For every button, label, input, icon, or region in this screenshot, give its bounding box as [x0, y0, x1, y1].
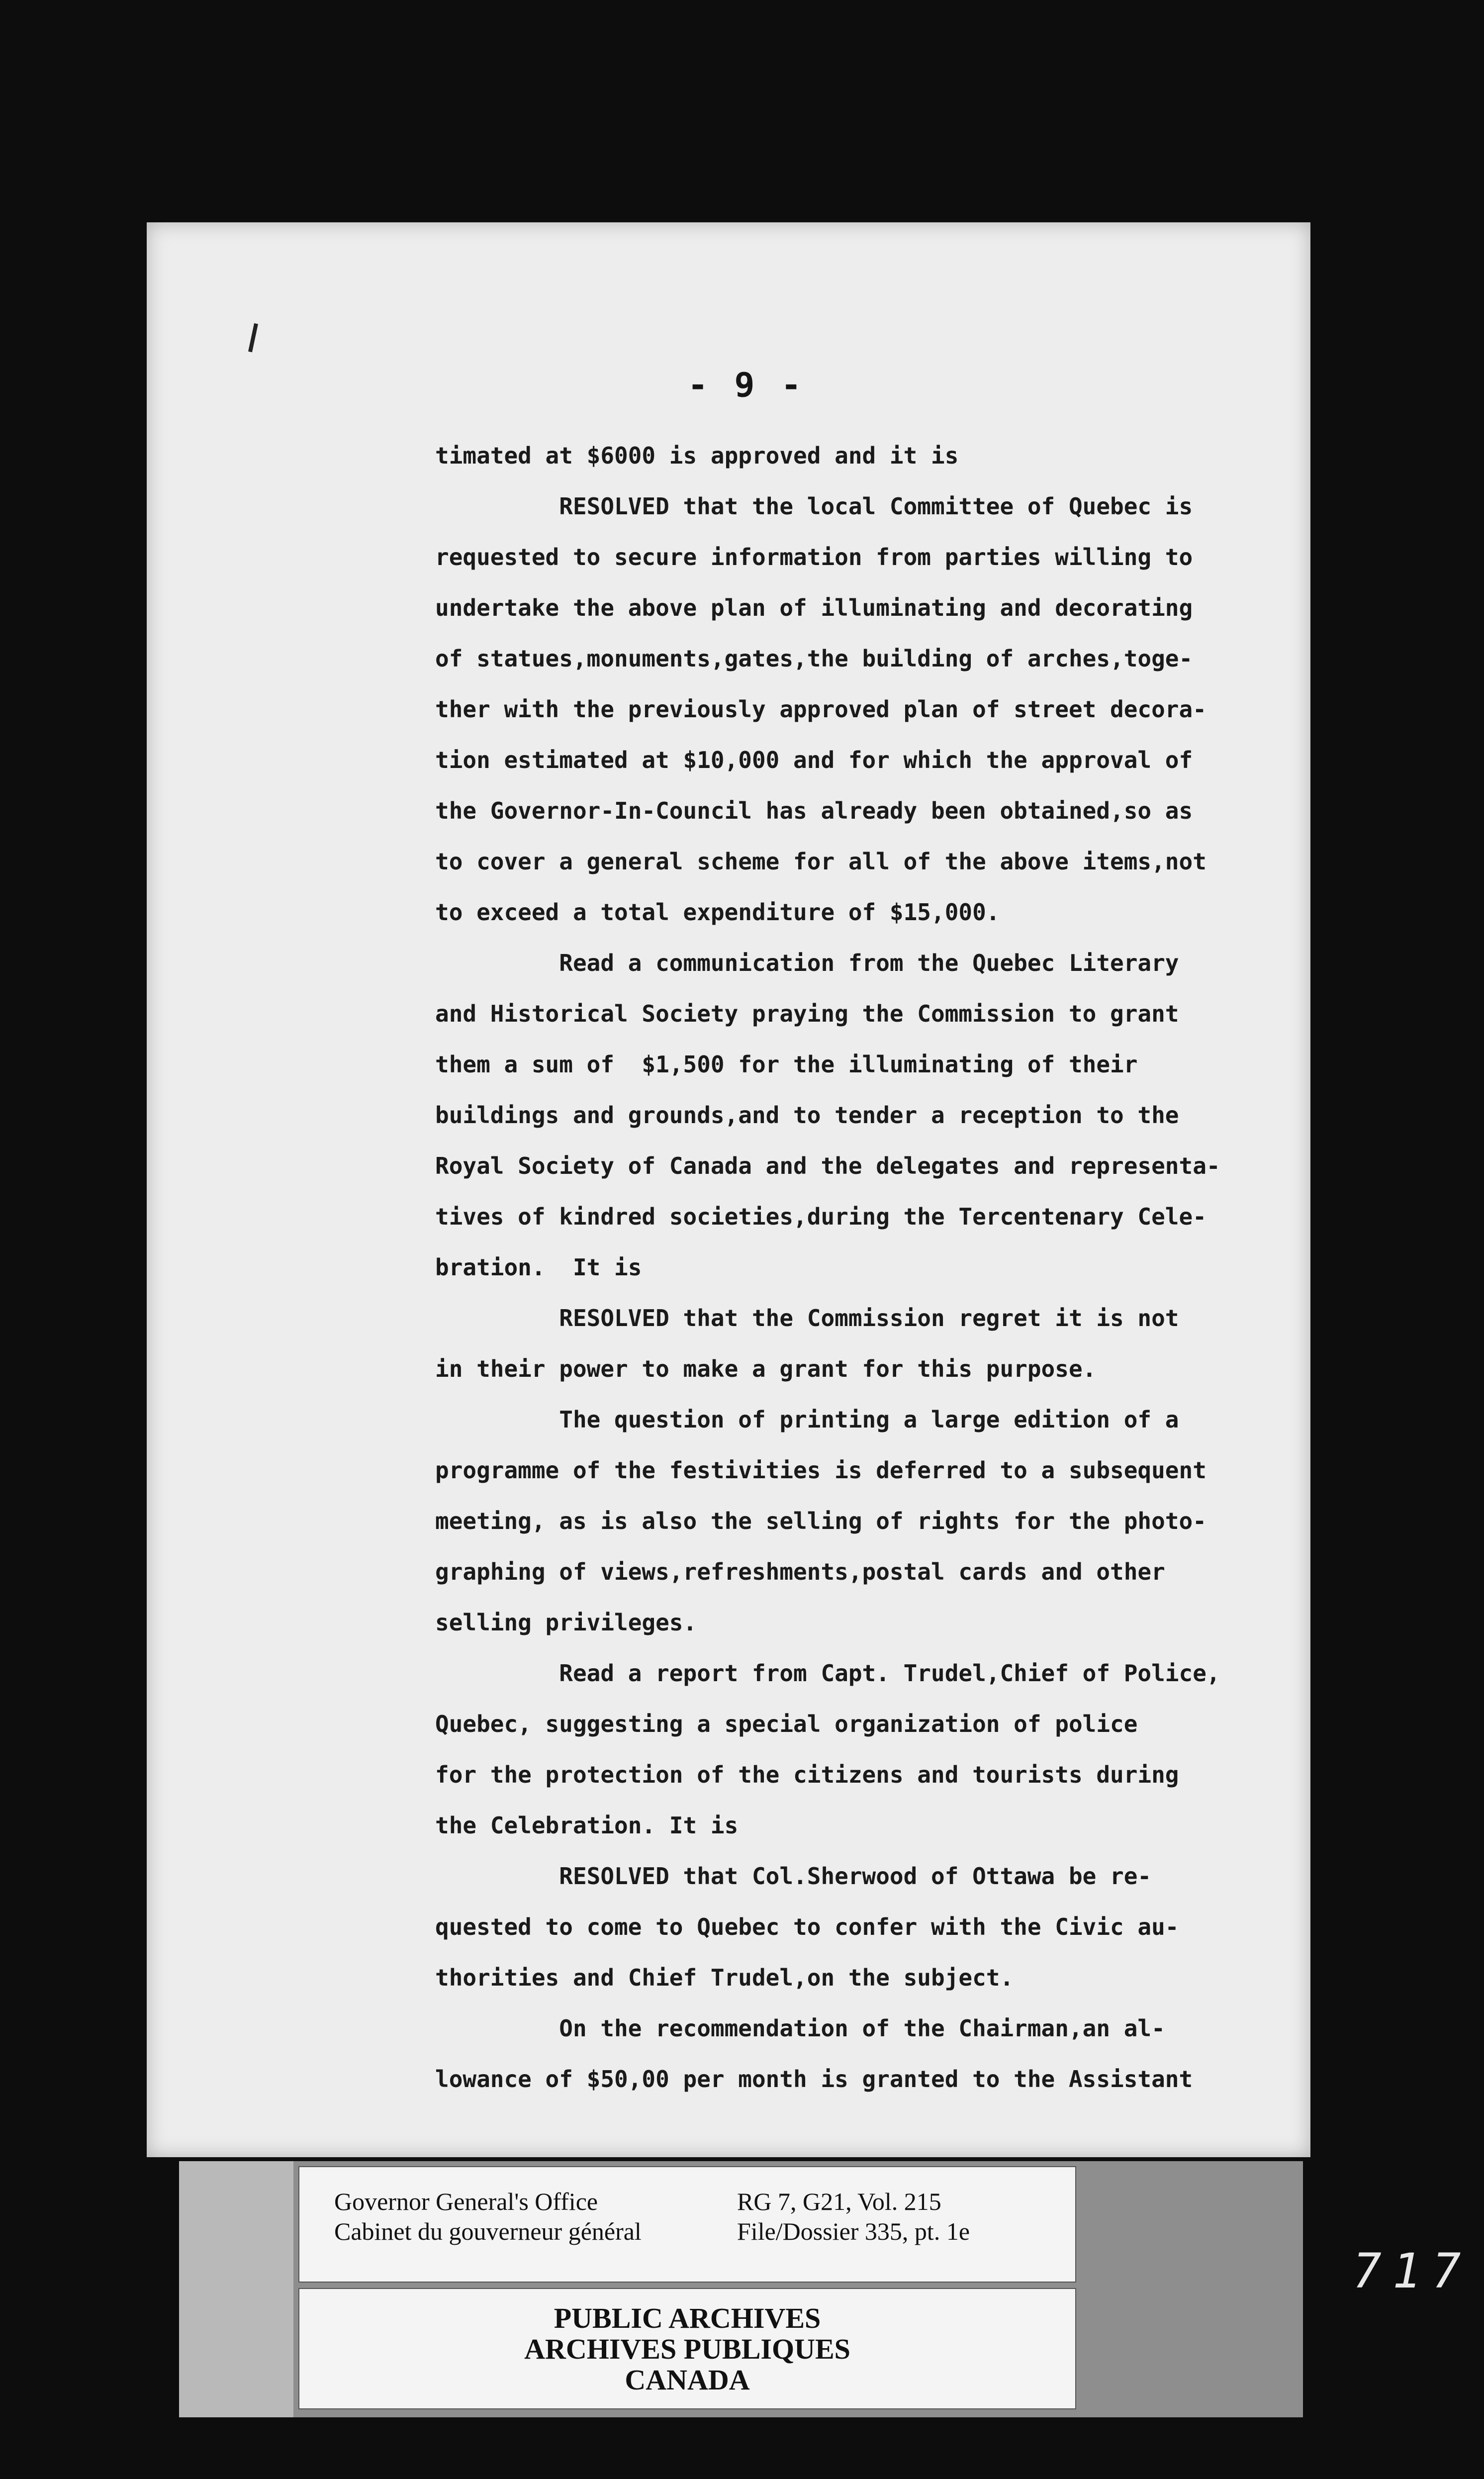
text-line: tion estimated at $10,000 and for which the approval of	[435, 747, 1193, 773]
text-line: meeting, as is also the selling of rights for the photo-	[435, 1508, 1206, 1534]
archive-footer	[179, 2161, 1303, 2417]
text-line: the Celebration. It is	[435, 1812, 739, 1839]
text-line: RESOLVED that Col.Sherwood of Ottawa be re-	[435, 1863, 1152, 1890]
text-line: requested to secure information from parties willing to	[435, 544, 1193, 571]
text-line: RESOLVED that the Commission regret it is not	[435, 1305, 1179, 1332]
text-line: to cover a general scheme for all of the above items,not	[435, 848, 1206, 875]
text-line: programme of the festivities is deferred to a subsequent	[435, 1457, 1206, 1484]
office-english: Governor General's Office	[334, 2188, 598, 2215]
text-line: them a sum of $1,500 for the illuminating of their	[435, 1051, 1138, 1078]
text-line: selling privileges.	[435, 1609, 697, 1636]
archive-reference-label	[298, 2166, 1076, 2283]
text-line: undertake the above plan of illuminating and decorating	[435, 594, 1193, 621]
text-line: Quebec, suggesting a special organization of police	[435, 1711, 1138, 1737]
archives-stamp	[298, 2288, 1076, 2409]
text-line: Royal Society of Canada and the delegates and representa-	[435, 1152, 1220, 1179]
text-line: and Historical Society praying the Commission to grant	[435, 1000, 1179, 1027]
office-french: Cabinet du gouverneur général	[334, 2217, 642, 2245]
text-line: the Governor-In-Council has already been obtained,so as	[435, 797, 1193, 824]
text-line: thorities and Chief Trudel,on the subject.	[435, 1964, 1014, 1991]
text-line: lowance of $50,00 per month is granted to the Assistant	[435, 2066, 1193, 2093]
text-line: for the protection of the citizens and tourists during	[435, 1761, 1179, 1788]
archives-english: PUBLIC ARCHIVES	[554, 2302, 821, 2334]
text-line: RESOLVED that the local Committee of Quebec is	[435, 493, 1193, 520]
text-line: tives of kindred societies,during the Tercentenary Cele-	[435, 1203, 1206, 1230]
page-number: - 9 -	[687, 366, 805, 405]
record-group-reference: RG 7, G21, Vol. 215	[737, 2188, 941, 2215]
text-line: The question of printing a large edition of a	[435, 1406, 1179, 1433]
text-line: quested to come to Quebec to confer with the Civic au-	[435, 1913, 1179, 1940]
text-line: bration. It is	[435, 1254, 642, 1281]
text-line: Read a communication from the Quebec Literary	[435, 950, 1179, 976]
text-line: of statues,monuments,gates,the building of arches,toge-	[435, 645, 1193, 672]
text-line: buildings and grounds,and to tender a reception to the	[435, 1102, 1179, 1129]
text-line: graphing of views,refreshments,postal cards and other	[435, 1558, 1165, 1585]
text-line: timated at $6000 is approved and it is	[435, 442, 959, 469]
text-line: in their power to make a grant for this purpose.	[435, 1355, 1097, 1382]
text-line: ther with the previously approved plan of street decora-	[435, 696, 1206, 723]
text-line: to exceed a total expenditure of $15,000.	[435, 899, 1000, 926]
document-body	[435, 430, 1330, 2104]
text-line: On the recommendation of the Chairman,an al-	[435, 2015, 1165, 2042]
file-reference: File/Dossier 335, pt. 1e	[737, 2217, 970, 2245]
microfilm-frame-number: 717	[1353, 2243, 1472, 2299]
footer-strip	[179, 2161, 293, 2417]
archives-french: ARCHIVES PUBLIQUES	[524, 2333, 850, 2365]
archives-country: CANADA	[625, 2364, 750, 2396]
text-line: Read a report from Capt. Trudel,Chief of Police,	[435, 1660, 1220, 1687]
